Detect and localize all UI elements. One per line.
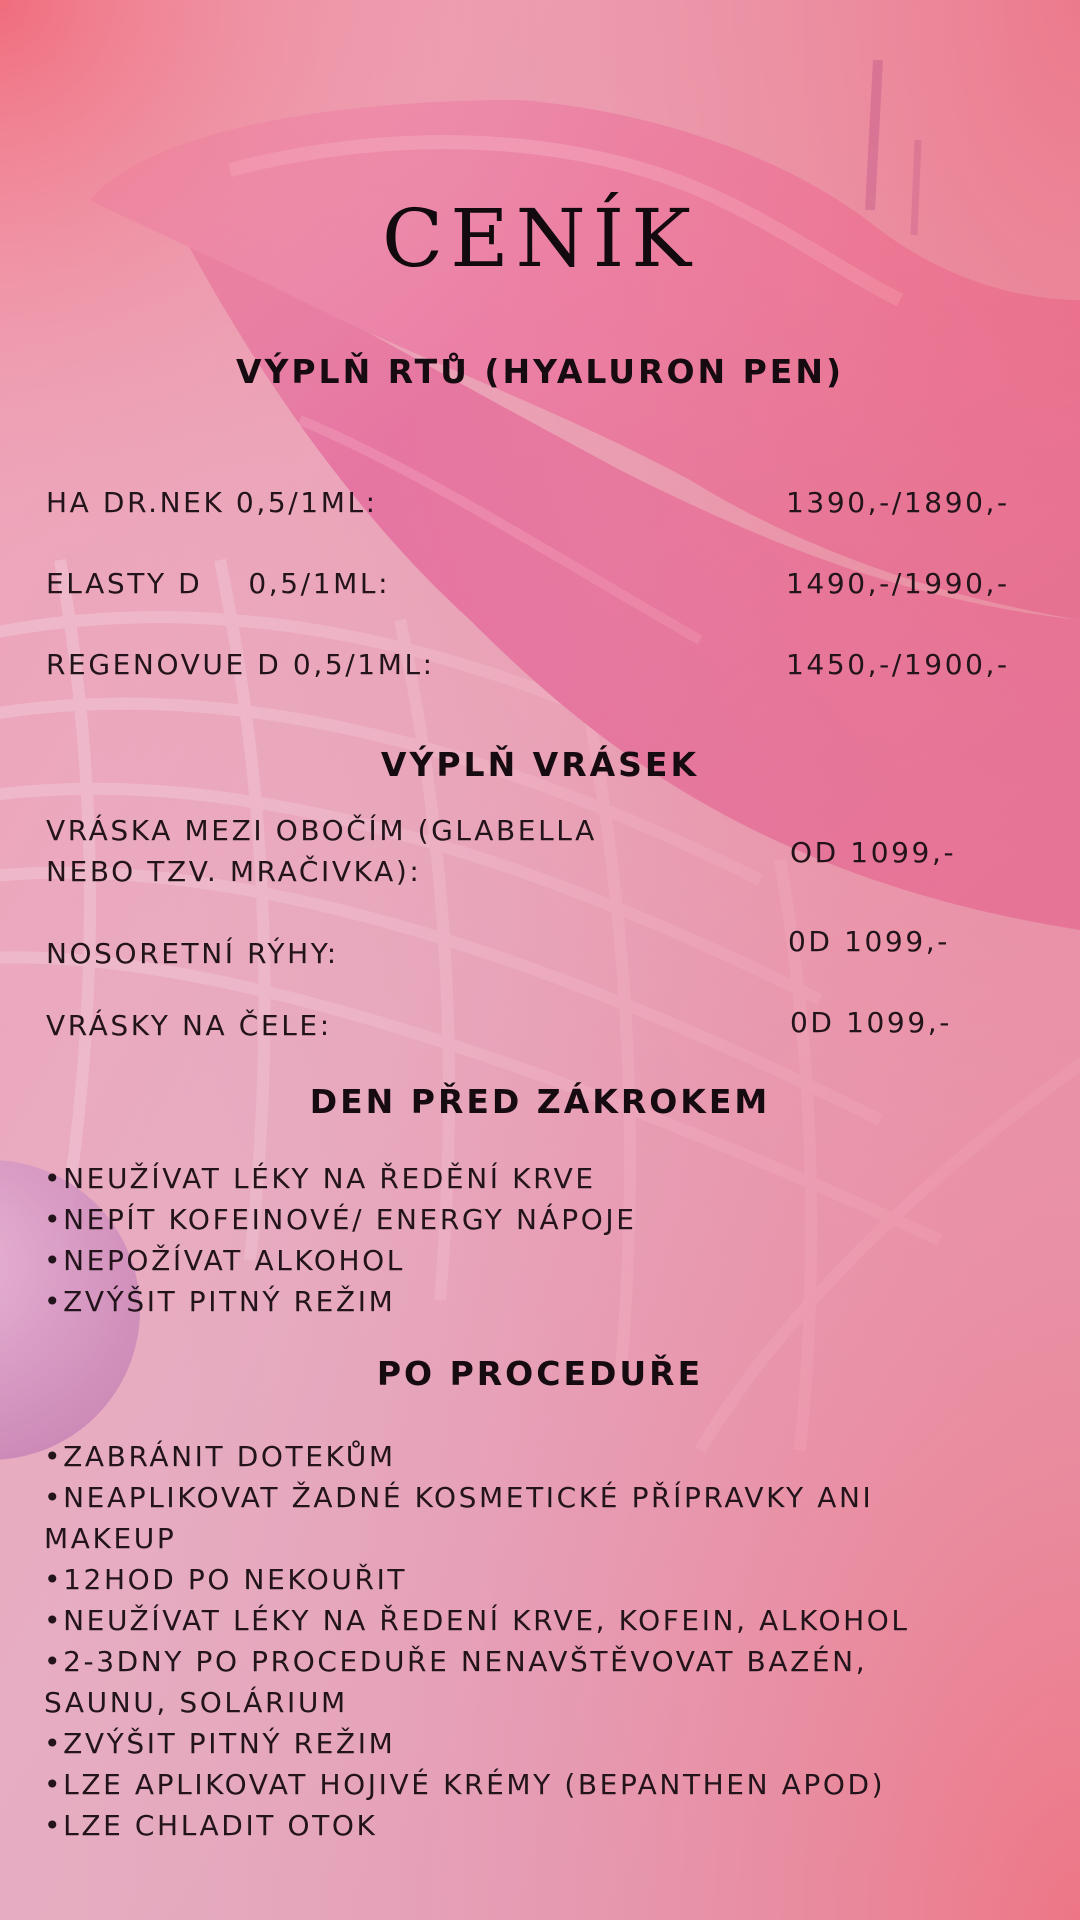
after-item: •ZVÝŠIT PITNÝ REŽIM [44,1727,396,1760]
section-heading-after-procedure: PO PROCEDUŘE [376,1354,704,1393]
before-item: •NEPOŽÍVAT ALKOHOL [44,1244,405,1277]
after-item-continuation: SAUNU, SOLÁRIUM [44,1686,348,1719]
price-value-regenovue-d: 1450,-/1900,- [786,648,1010,681]
after-item: •LZE CHLADIT OTOK [44,1809,378,1842]
after-item: •2-3DNY PO PROCEDUŘE NENAVŠTĚVOVAT BAZÉN, [44,1645,868,1678]
after-item: •ZABRÁNIT DOTEKŮM [44,1440,396,1473]
after-item: •LZE APLIKOVAT HOJIVÉ KRÉMY (BEPANTHEN APOD) [44,1768,886,1801]
before-item: •ZVÝŠIT PITNÝ REŽIM [44,1285,396,1318]
price-label-regenovue-d: REGENOVUE D 0,5/1ML: [46,648,435,681]
price-value-forehead: 0D 1099,- [790,1006,952,1039]
price-value-glabella: OD 1099,- [790,836,957,869]
page-title: CENÍK [382,192,698,285]
after-item: •NEAPLIKOVAT ŽADNÉ KOSMETICKÉ PŘÍPRAVKY ANI [44,1481,874,1514]
before-item: •NEUŽÍVAT LÉKY NA ŘEDĚNÍ KRVE [44,1162,596,1195]
section-heading-wrinkle-filler: VÝPLŇ VRÁSEK [380,745,700,784]
after-item-continuation: MAKEUP [44,1522,177,1555]
price-label-nasolabial: NOSORETNÍ RÝHY: [46,937,339,970]
price-label-elasty-d: ELASTY D 0,5/1ML: [46,567,391,600]
price-label-ha-dr-nek: HA DR.NEK 0,5/1ML: [46,486,378,519]
section-heading-day-before: DEN PŘED ZÁKROKEM [309,1082,771,1121]
section-heading-lip-filler: VÝPLŇ RTŮ (HYALURON PEN) [235,352,845,391]
after-item: •NEUŽÍVAT LÉKY NA ŘEDENÍ KRVE, KOFEIN, ALKOHOL [44,1604,910,1637]
before-item: •NEPÍT KOFEINOVÉ/ ENERGY NÁPOJE [44,1203,637,1236]
price-value-nasolabial: 0D 1099,- [788,925,950,958]
price-value-elasty-d: 1490,-/1990,- [786,567,1010,600]
price-label-glabella-line1: VRÁSKA MEZI OBOČÍM (GLABELLA [46,814,597,847]
price-label-glabella-line2: NEBO TZV. MRAČIVKA): [46,855,422,888]
price-value-ha-dr-nek: 1390,-/1890,- [786,486,1010,519]
after-item: •12HOD PO NEKOUŘIT [44,1563,408,1596]
price-label-forehead: VRÁSKY NA ČELE: [46,1009,332,1042]
